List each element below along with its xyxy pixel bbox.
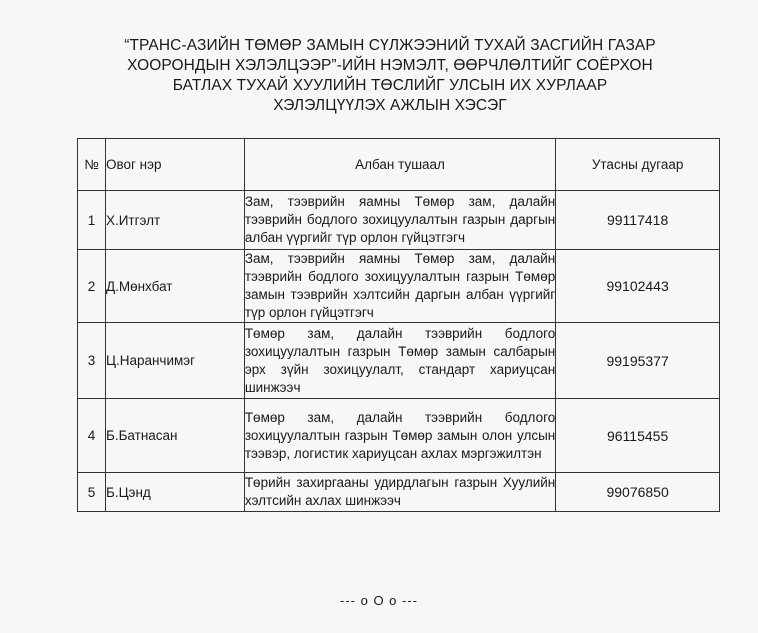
title-line: БАТЛАХ ТУХАЙ ХУУЛИЙН ТӨСЛИЙГ УЛСЫН ИХ ХУРЛААР — [172, 77, 608, 94]
table-row — [78, 191, 720, 250]
member-position: Зам, тээврийн яамны Төмөр зам, далайн тээврийн бодлого зохицуулалтын газрын Төмөр замын тээврийн хэлтсийн даргын албан үүргийг түр орлон гүйцэтгэгч — [244, 250, 555, 323]
member-phone: 99117418 — [556, 191, 720, 250]
member-position: Төрийн захиргааны удирдлагын газрын Хуулийн хэлтсийн ахлах шинжээч — [244, 473, 555, 512]
header-phone: Утасны дугаар — [556, 139, 720, 191]
title-line: ХООРОНДЫН ХЭЛЭЛЦЭЭР”-ИЙН НЭМЭЛТ, ӨӨРЧЛӨЛТИЙГ СОЁРХОН — [127, 57, 653, 74]
title-line: ХЭЛЭЛЦҮҮЛЭХ АЖЛЫН ХЭСЭГ — [273, 97, 507, 114]
member-phone: 99195377 — [556, 323, 720, 399]
member-phone: 99102443 — [556, 250, 720, 323]
member-position: Зам, тээврийн яамны Төмөр зам, далайн тээврийн бодлого зохицуулалтын газрын даргын албан үүргийг түр орлон гүйцэтгэгч — [244, 191, 555, 250]
member-name: Б.Батнасан — [105, 399, 244, 473]
member-name: Ц.Наранчимэг — [105, 323, 244, 399]
member-position: Төмөр зам, далайн тээврийн бодлого зохицуулалтын газрын Төмөр замын олон улсын тээвэр, логистик хариуцсан ахлах мэргэжилтэн — [244, 399, 555, 473]
table-row — [78, 473, 720, 512]
member-phone: 99076850 — [556, 473, 720, 512]
table-row — [78, 323, 720, 399]
row-number: 5 — [78, 473, 106, 512]
end-marker: --- o O o --- — [340, 593, 418, 608]
row-number: 3 — [78, 323, 106, 399]
table-header-row — [78, 139, 720, 191]
table-row — [78, 250, 720, 323]
member-name: Х.Итгэлт — [105, 191, 244, 250]
row-number: 2 — [78, 250, 106, 323]
row-number: 1 — [78, 191, 106, 250]
members-table — [77, 138, 720, 512]
member-position: Төмөр зам, далайн тээврийн бодлого зохицуулалтын газрын Төмөр замын салбарын эрх зүйн зохицуулалт, стандарт хариуцсан шинжээч — [244, 323, 555, 399]
row-number: 4 — [78, 399, 106, 473]
page-title — [100, 36, 680, 116]
header-name: Овог нэр — [105, 139, 244, 191]
member-name: Д.Мөнхбат — [105, 250, 244, 323]
member-phone: 96115455 — [556, 399, 720, 473]
member-name: Б.Цэнд — [105, 473, 244, 512]
header-position: Албан тушаал — [244, 139, 555, 191]
header-number: № — [78, 139, 106, 191]
title-line: “ТРАНС-АЗИЙН ТӨМӨР ЗАМЫН СҮЛЖЭЭНИЙ ТУХАЙ ЗАСГИЙН ГАЗАР — [124, 37, 656, 54]
table-row — [78, 399, 720, 473]
